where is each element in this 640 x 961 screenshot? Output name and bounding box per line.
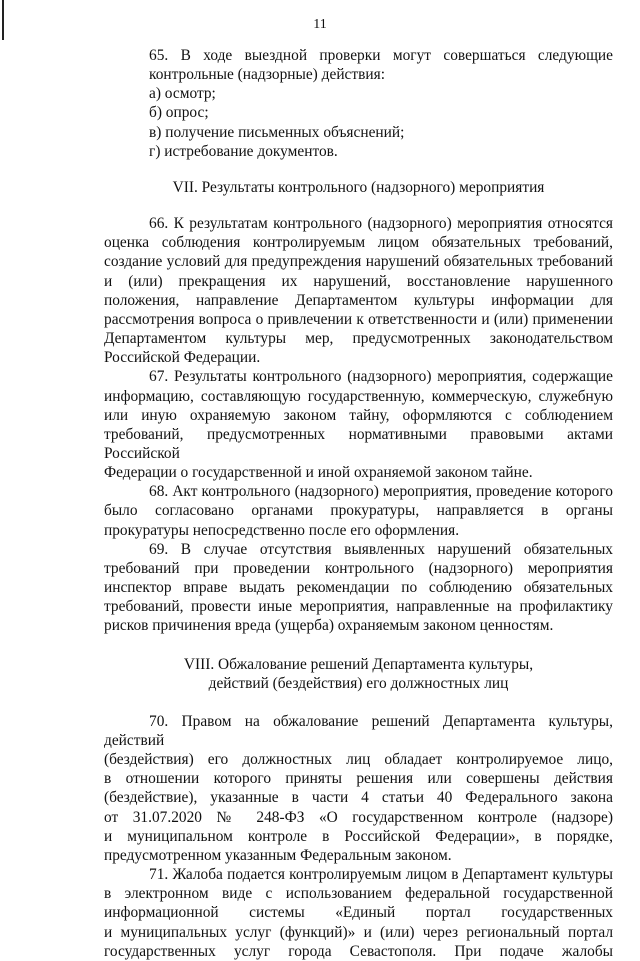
paragraph-69-line: требований, провести иные мероприятия, направленные на профилактику [104, 598, 613, 616]
paragraph-67-line: Федерации о государственной и иной охраняемой законом тайне. [104, 464, 533, 482]
paragraph-70-line: и муниципальном контроле в Российской Федерации», в порядке, [104, 827, 613, 845]
paragraph-68-line: прокуратуры непосредственно после его оформления. [104, 521, 460, 539]
paragraph-71-line: 71. Жалоба подается контролируемым лицом в Департамент культуры [149, 866, 613, 884]
paragraph-66-line: 66. К результатам контрольного (надзорного) мероприятия относятся [149, 215, 613, 233]
paragraph-66-line: и (или) прекращения их нарушений, восстановление нарушенного [104, 272, 613, 290]
paragraph-70-line: в отношении которого приняты решения или совершены действия [104, 770, 613, 788]
section-heading-8: действий (бездействия) его должностных лиц [208, 674, 509, 692]
paragraph-65-line: контрольные (надзорные) действия: [149, 66, 385, 84]
paragraph-66-line: создание условий для предупреждения нарушений обязательных требований [104, 253, 613, 271]
paragraph-70-line: (бездействие), указанные в части 4 статьи 40 Федерального закона [104, 789, 613, 807]
paragraph-66-line: Российской Федерации. [104, 349, 261, 367]
paragraph-66-line: оценка соблюдения контролируемым лицом обязательных требований, [104, 234, 613, 252]
paragraph-71-line: информационной системы «Единый портал государственных [104, 904, 613, 922]
paragraph-67-line: 67. Результаты контрольного (надзорного) мероприятия, содержащие [149, 368, 613, 386]
paragraph-67-line: или иную охраняемую законом тайну, оформляются с соблюдением [104, 406, 613, 424]
paragraph-65-line: 65. В ходе выездной проверки могут совершаться следующие [149, 47, 613, 64]
paragraph-66-line: Департаментом культуры мер, предусмотренных законодательством [104, 330, 613, 348]
section-heading-8: VIII. Обжалование решений Департамента культуры, [183, 655, 534, 673]
page-number: 11 [313, 17, 327, 32]
paragraph-68-line: было согласовано органами прокуратуры, направляется в органы [104, 502, 613, 520]
paragraph-67-line: информацию, составляющую государственную, коммерческую, служебную [104, 387, 613, 405]
paragraph-70-line: (бездействия) его должностных лиц обладает контролируемое лицо, [104, 751, 613, 769]
paragraph-69-line: инспектор вправе выдать рекомендации по соблюдению обязательных [104, 579, 613, 597]
paragraph-67-line: требований, предусмотренных нормативными правовыми актами Российской [104, 425, 613, 462]
paragraph-71-line: государственных услуг города Севастополя. При подаче жалобы [104, 942, 613, 960]
document-body [104, 46, 613, 961]
paragraph-70-line: предусмотренном указанным Федеральным законом. [104, 846, 452, 864]
paragraph-69-line: 69. В случае отсутствия выявленных нарушений обязательных [149, 540, 613, 558]
paragraph-70-line: от 31.07.2020 № 248-ФЗ «О государственном контроле (надзоре) [104, 808, 613, 826]
list-item: б) опрос; [149, 104, 209, 122]
list-item: г) истребование документов. [149, 142, 338, 160]
list-item: а) осмотр; [149, 85, 216, 103]
paragraph-71-line: в электронном виде с использованием федеральной государственной [104, 885, 613, 903]
paragraph-66-line: положения, направление Департаментом культуры информации для [104, 291, 613, 309]
paragraph-69-line: требований при проведении контрольного (надзорного) мероприятия [104, 559, 613, 577]
paragraph-71-line: и муниципальных услуг (функций)» и (или) через региональный портал [104, 923, 613, 941]
list-item: в) получение письменных объяснений; [149, 123, 405, 141]
paragraph-68-line: 68. Акт контрольного (надзорного) мероприятия, проведение которого [149, 483, 613, 501]
paragraph-69-line: рисков причинения вреда (ущерба) охраняемым законом ценностям. [104, 617, 554, 635]
paragraph-70-line: 70. Правом на обжалование решений Департамента культуры, действий [104, 712, 613, 749]
section-heading-7: VII. Результаты контрольного (надзорного) мероприятия [172, 178, 545, 196]
paragraph-66-line: рассмотрения вопроса о привлечении к ответственности и (или) применении [104, 310, 613, 328]
